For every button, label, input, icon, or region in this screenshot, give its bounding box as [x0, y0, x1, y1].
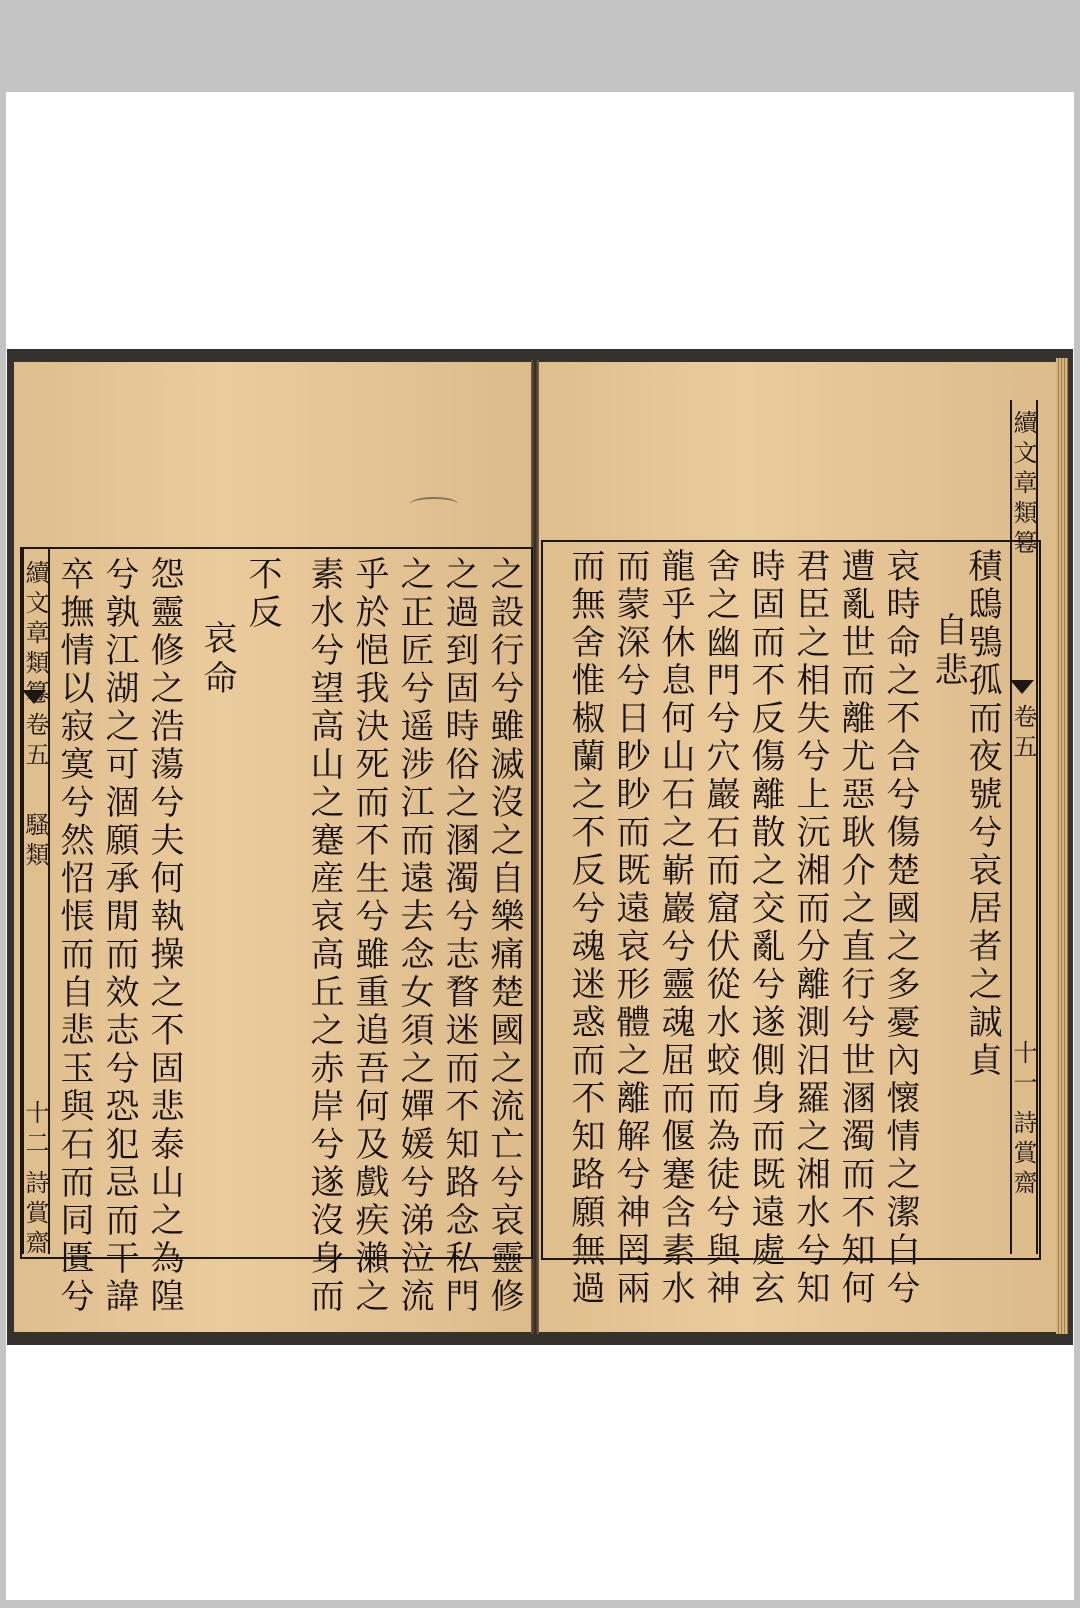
text-column: 舍之幽門兮穴巖石而窟伏從水蛟而為徒兮與神	[700, 548, 740, 1308]
book-title: 續文章類篹	[1009, 410, 1037, 560]
text-column: 龍乎休息何山石之嶄巖兮靈魂屈而偃蹇含素水	[655, 548, 695, 1308]
section-heading: 自悲	[928, 612, 968, 692]
text-column: 怨靈修之浩蕩兮夫何執操之不固悲泰山之為隍	[144, 556, 184, 1316]
leaf-number: 十一	[1009, 1040, 1037, 1100]
volume-label: 卷五	[21, 712, 49, 772]
paper-stain	[410, 497, 458, 511]
leaf-number: 十二	[21, 1100, 49, 1160]
text-column: 時固而不反傷離散之交亂兮遂側身而既遠處玄	[745, 548, 785, 1308]
text-column: 之設行兮雖滅沒之自樂痛楚國之流亡兮哀靈修	[484, 556, 524, 1316]
text-column: 不反	[242, 556, 282, 632]
text-column: 之正匠兮遥涉江而遠去念女須之嬋媛兮涕泣流	[394, 556, 434, 1316]
studio-name: 詩賞齋	[1009, 1110, 1037, 1200]
page-edge-stack	[1056, 358, 1068, 1334]
text-column: 之過到固時俗之溷濁兮志瞀迷而不知路念私門	[439, 556, 479, 1316]
volume-label: 卷五	[1009, 704, 1037, 764]
text-column: 而蒙深兮日眇眇而既遠哀形體之離解兮神罔兩	[610, 548, 650, 1308]
text-column: 乎於悒我決死而不生兮雖重追吾何及戲疾瀨之	[349, 556, 389, 1316]
text-column: 素水兮望高山之蹇産哀高丘之赤岸兮遂沒身而	[304, 556, 344, 1316]
text-column: 兮孰江湖之可涸願承閒而效志兮恐犯忌而干諱	[99, 556, 139, 1316]
text-column: 而無舍惟椒蘭之不反兮魂迷惑而不知路願無過	[565, 548, 605, 1308]
book-title: 續文章類篹	[21, 560, 49, 710]
fish-tail-mark	[1010, 680, 1034, 694]
section-heading: 哀命	[197, 620, 237, 700]
text-column: 哀時命之不合兮傷楚國之多憂內懷情之潔白兮	[880, 548, 920, 1308]
text-column: 君臣之相失兮上沅湘而分離測汨羅之湘水兮知	[790, 548, 830, 1308]
text-column: 積鴟鴞孤而夜號兮哀居者之誠貞	[962, 548, 1002, 1080]
category-label: 騷類	[21, 812, 49, 872]
text-column: 卒撫情以寂寞兮然怊悵而自悲玉與石而同匱兮	[54, 556, 94, 1316]
text-column: 遭亂世而離尤惡耿介之直行兮世溷濁而不知何	[835, 548, 875, 1308]
studio-name: 詩賞齋	[21, 1170, 49, 1260]
